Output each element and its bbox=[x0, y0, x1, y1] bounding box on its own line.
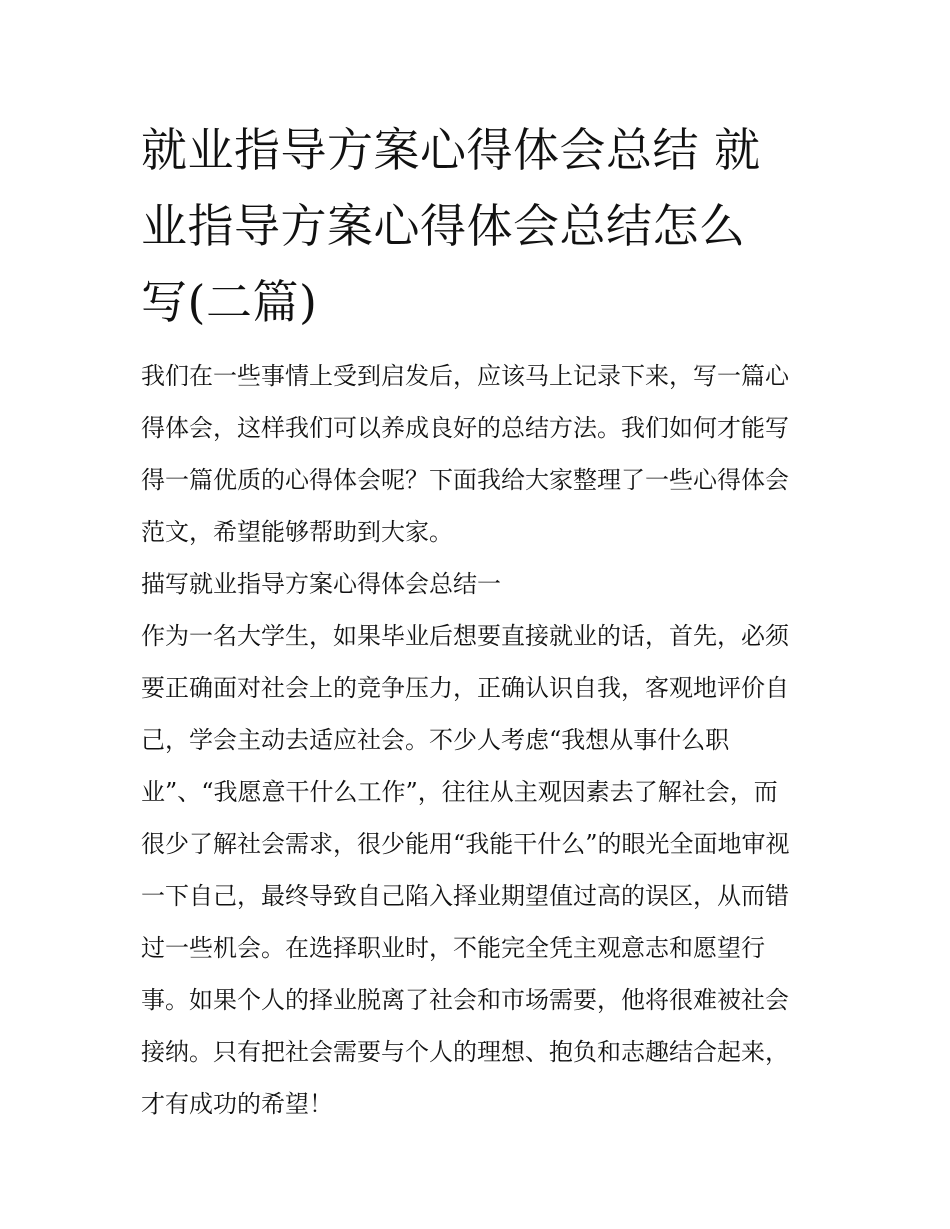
text-line: 我们在一些事情上受到启发后，应该马上记录下来，写一篇心 bbox=[141, 362, 789, 390]
title-line: 业指导方案心得体会总结怎么 bbox=[141, 199, 746, 253]
text-line: 过一些机会。在选择职业时，不能完全凭主观意志和愿望行 bbox=[141, 934, 765, 962]
document-title bbox=[141, 112, 813, 340]
text-line: 范文，希望能够帮助到大家。 bbox=[141, 518, 453, 546]
title-line: 写(二篇) bbox=[141, 275, 318, 329]
text-line: 业”、“我愿意干什么工作”，往往从主观因素去了解社会，而 bbox=[141, 778, 778, 806]
document-body bbox=[141, 350, 813, 1130]
text-line: 才有成功的希望！ bbox=[141, 1090, 333, 1118]
text-line: 得体会，这样我们可以养成良好的总结方法。我们如何才能写 bbox=[141, 414, 789, 442]
text-line: 接纳。只有把社会需要与个人的理想、抱负和志趣结合起来， bbox=[141, 1038, 789, 1066]
text-line: 得一篇优质的心得体会呢？下面我给大家整理了一些心得体会 bbox=[141, 466, 789, 494]
text-line: 事。如果个人的择业脱离了社会和市场需要，他将很难被社会 bbox=[141, 986, 789, 1014]
section-paragraph bbox=[141, 610, 813, 1130]
document-content bbox=[141, 112, 813, 1130]
text-line: 很少了解社会需求，很少能用“我能干什么”的眼光全面地审视 bbox=[141, 830, 790, 858]
text-line: 作为一名大学生，如果毕业后想要直接就业的话，首先，必须 bbox=[141, 622, 789, 650]
intro-paragraph bbox=[141, 350, 813, 558]
text-line: 一下自己，最终导致自己陷入择业期望值过高的误区，从而错 bbox=[141, 882, 789, 910]
text-line: 己，学会主动去适应社会。不少人考虑“我想从事什么职 bbox=[141, 726, 730, 754]
title-line: 就业指导方案心得体会总结 就 bbox=[141, 123, 761, 177]
text-line: 要正确面对社会上的竞争压力，正确认识自我，客观地评价自 bbox=[141, 674, 789, 702]
section-heading: 描写就业指导方案心得体会总结一 bbox=[141, 570, 501, 598]
